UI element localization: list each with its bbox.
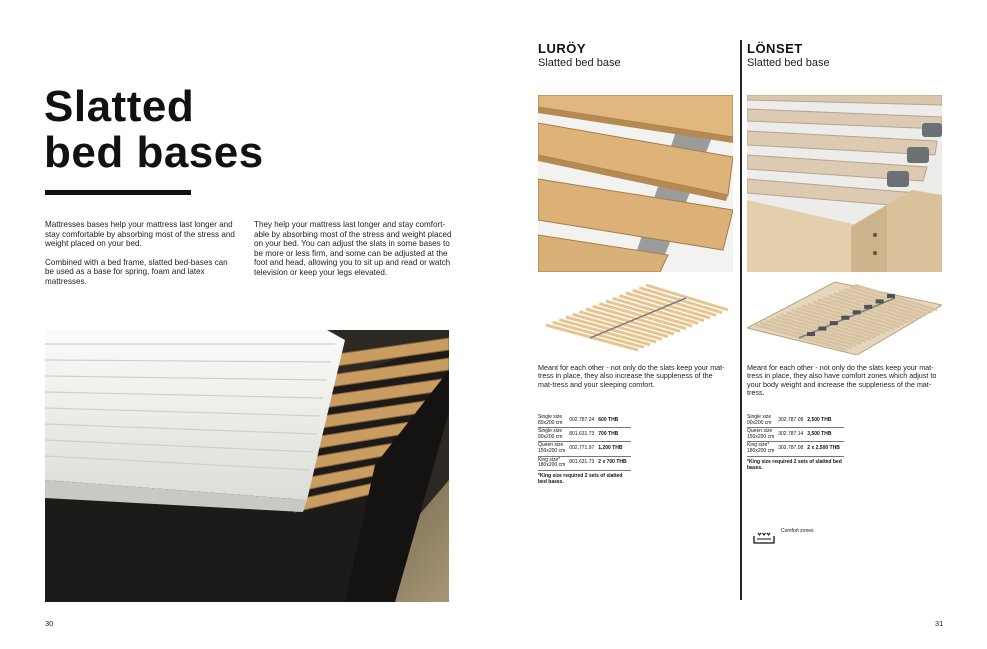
intro-column-2 <box>254 220 452 287</box>
bed-photo <box>45 330 449 602</box>
size-dimensions: 90x200 cm <box>747 419 772 426</box>
product-name: LURÖY <box>538 41 586 56</box>
slat-clip <box>818 327 826 331</box>
size-cell <box>747 414 778 428</box>
article-number: 302.787.08 <box>778 442 807 456</box>
article-number: 801.631.73 <box>569 456 598 470</box>
page-title <box>44 84 264 176</box>
luroy-base-photo <box>538 280 733 355</box>
product-name: LÖNSET <box>747 41 803 56</box>
article-number: 302.787.08 <box>778 414 807 428</box>
size-label: Single size <box>538 428 563 435</box>
price: 3,500 THB <box>807 428 844 442</box>
product-description: Meant for each other - not only do the slats keep your mat-tress in place, they also increase the suppleness of the mat-tress and your sleeping comfort. <box>538 363 725 389</box>
page-number-left: 30 <box>45 619 54 628</box>
size-cell <box>747 428 778 442</box>
price-row <box>538 414 631 428</box>
title-line-1: Slatted <box>44 82 195 131</box>
size-cell <box>538 414 569 428</box>
size-cell <box>747 442 778 456</box>
title-rule <box>45 190 191 195</box>
size-label: King size* <box>747 442 770 449</box>
lonset-price-list <box>747 414 852 471</box>
price: 1,200 THB <box>598 442 630 456</box>
slat-clip <box>887 294 895 298</box>
intro-paragraph: Combined with a bed frame, slatted bed-bases can be used as a base for spring, foam and latex mattresses. <box>45 257 228 286</box>
price: 2 x 700 THB <box>598 456 630 470</box>
price-row <box>538 456 631 470</box>
size-dimensions: 180x200 cm <box>538 462 566 469</box>
price-table <box>538 414 631 471</box>
article-number: 302.787.14 <box>778 428 807 442</box>
price: 2,500 THB <box>807 414 844 428</box>
price: 2 x 2,500 THB <box>807 442 844 456</box>
size-dimensions: 150x200 cm <box>538 447 566 454</box>
price: 700 THB <box>598 428 630 442</box>
price-table <box>747 414 844 457</box>
intro-paragraph: They help your mattress last longer and stay comfort-able by absorbing most of the stress and weight placed on your bed. You can adjust the slats in some bases to be more or less firm, and some can be adjusted at the foot and head, allowing you to sit up and read or watch television or keep your legs elevated. <box>254 220 452 277</box>
article-number: 801.631.73 <box>569 428 598 442</box>
price-row <box>747 428 844 442</box>
price-row <box>538 428 631 442</box>
size-cell <box>538 442 569 456</box>
size-note: *King size required 2 sets of slatted bed bases. <box>538 472 623 485</box>
slat-clip <box>864 305 872 309</box>
product-subtitle: Slatted bed base <box>538 57 621 69</box>
price: 600 THB <box>598 414 630 428</box>
price-row <box>747 442 844 456</box>
price-row <box>747 414 844 428</box>
intro-paragraph: Mattresses bases help your mattress last longer and stay comfortable by absorbing most of the stress and weight placed on your bed. <box>45 220 235 249</box>
intro-column-1 <box>45 220 237 296</box>
slat-clip <box>853 310 861 314</box>
page-number-right: 31 <box>935 619 944 628</box>
product-subtitle: Slatted bed base <box>747 57 830 69</box>
article-number: 002.787.24 <box>569 414 598 428</box>
size-label: Single size <box>538 414 563 420</box>
size-note: *King size required 2 sets of slatted bed bases. <box>747 458 842 471</box>
size-dimensions: 90x200 cm <box>538 433 563 440</box>
size-dimensions: 80x200 cm <box>538 419 563 426</box>
title-line-2: bed bases <box>44 128 264 177</box>
comfort-zones-label: Comfort zones <box>781 528 814 534</box>
lonset-closeup-photo <box>747 95 942 272</box>
size-label: Single size <box>747 414 772 420</box>
slat-clip <box>841 316 849 320</box>
column-divider <box>740 40 742 600</box>
size-label: King size* <box>538 456 561 463</box>
size-dimensions: 180x200 cm <box>747 447 775 454</box>
size-label: Queen size <box>747 428 773 435</box>
lonset-base-photo <box>747 280 942 355</box>
slat-clip <box>807 332 815 336</box>
product-description: Meant for each other - not only do the slats keep your mat-tress in place, they also have comfort zones which adjust to your body weight and increase the suppleness of the mat-tress. <box>747 363 937 398</box>
size-label: Queen size <box>538 442 564 449</box>
size-dimensions: 150x200 cm <box>747 433 775 440</box>
luroy-price-list <box>538 414 638 485</box>
price-row <box>538 442 631 456</box>
comfort-zones-icon <box>752 527 776 545</box>
luroy-closeup-photo <box>538 95 733 272</box>
article-number: 002.771.97 <box>569 442 598 456</box>
size-cell <box>538 456 569 470</box>
slat-clip <box>830 321 838 325</box>
size-cell <box>538 428 569 442</box>
slat-clip <box>876 299 884 303</box>
